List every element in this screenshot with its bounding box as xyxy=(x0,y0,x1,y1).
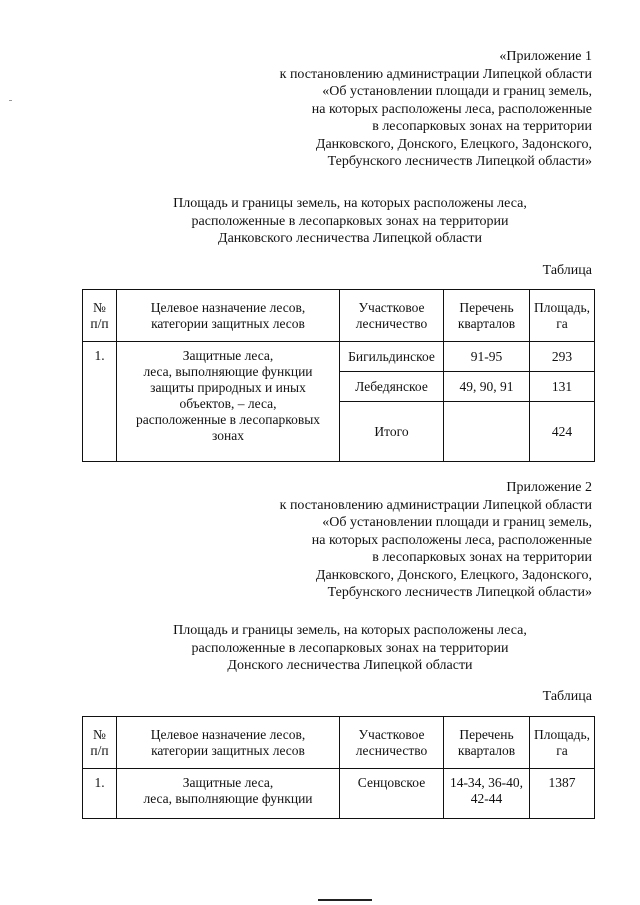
total-label-cell: Итого xyxy=(340,402,444,462)
section-1-heading xyxy=(80,195,620,248)
heading-2-line: расположенные в лесопарковых зонах на территории xyxy=(191,640,509,656)
header-purpose-line: категории защитных лесов xyxy=(151,742,305,758)
appendix-2-line: «Об установлении площади и границ земель, xyxy=(322,515,592,530)
header-forestry-line: лесничество xyxy=(355,315,428,331)
quarters-cell: 49, 90, 91 xyxy=(444,372,530,402)
header-quarters-line: кварталов xyxy=(457,315,516,331)
purpose-line: защиты природных и иных xyxy=(150,380,306,395)
quarters-line: 14-34, 36-40, xyxy=(449,775,524,790)
purpose-line: Защитные леса, xyxy=(182,775,274,790)
header-forestry-line: лесничество xyxy=(355,742,428,758)
header-num-line: п/п xyxy=(90,315,109,331)
header-forestry-line: Участковое xyxy=(358,726,425,742)
table-row xyxy=(83,342,595,372)
appendix-1-line: «Об установлении площади и границ земель, xyxy=(322,84,592,99)
header-forestry xyxy=(340,717,444,769)
table-2-label: Таблица xyxy=(542,689,592,704)
header-num-line: № xyxy=(93,726,106,742)
appendix-1-line: «Приложение 1 xyxy=(499,49,592,64)
header-quarters-line: кварталов xyxy=(457,742,516,758)
header-purpose xyxy=(117,290,340,342)
purpose-line: зонах xyxy=(212,428,244,443)
header-num-line: № xyxy=(93,299,106,315)
appendix-2-line: к постановлению администрации Липецкой области xyxy=(279,497,592,513)
forestry-cell: Лебедянское xyxy=(340,372,444,402)
purpose-line: Защитные леса, xyxy=(182,348,274,363)
area-cell: 293 xyxy=(530,342,595,372)
purpose-line: леса, выполняющие функции xyxy=(143,364,313,379)
appendix-2-header xyxy=(280,479,592,602)
appendix-1-line: на которых расположены леса, расположенные xyxy=(311,101,592,117)
appendix-1-line: к постановлению администрации Липецкой области xyxy=(279,66,592,82)
table-2-header-row xyxy=(83,717,595,769)
header-forestry xyxy=(340,290,444,342)
appendix-2-line: на которых расположены леса, расположенные xyxy=(311,532,592,548)
row-num: 1. xyxy=(83,342,117,462)
appendix-2-line: Тербунского лесничеств Липецкой области» xyxy=(327,585,592,600)
heading-1-line: Площадь и границы земель, на которых расположены леса, xyxy=(173,196,527,211)
table-1-label: Таблица xyxy=(542,263,592,278)
purpose-cell xyxy=(117,342,340,462)
heading-1-line: расположенные в лесопарковых зонах на территории xyxy=(191,213,509,229)
header-quarters xyxy=(444,290,530,342)
appendix-2-line: в лесопарковых зонах на территории xyxy=(372,550,592,565)
appendix-1-line: Тербунского лесничеств Липецкой области» xyxy=(327,154,592,169)
section-2-heading xyxy=(80,622,620,675)
header-area xyxy=(530,717,595,769)
header-purpose-line: категории защитных лесов xyxy=(151,315,305,331)
appendix-1-line: в лесопарковых зонах на территории xyxy=(372,119,592,134)
heading-2-line: Донского лесничества Липецкой области xyxy=(227,658,473,673)
area-cell: 131 xyxy=(530,372,595,402)
scan-mark xyxy=(9,100,12,101)
table-row xyxy=(83,769,595,819)
header-area-line: Площадь, xyxy=(533,726,591,742)
header-num-line: п/п xyxy=(90,742,109,758)
quarters-line: 42-44 xyxy=(470,791,503,806)
appendix-1-header xyxy=(280,48,592,171)
heading-1-line: Данковского лесничества Липецкой области xyxy=(218,231,482,246)
purpose-cell xyxy=(117,769,340,819)
heading-2-line: Площадь и границы земель, на которых расположены леса, xyxy=(173,623,527,638)
header-quarters xyxy=(444,717,530,769)
forestry-cell: Бигильдинское xyxy=(340,342,444,372)
header-num xyxy=(83,290,117,342)
area-cell: 1387 xyxy=(530,769,595,819)
header-area-line: га xyxy=(556,742,568,758)
header-num xyxy=(83,717,117,769)
appendix-2-line: Приложение 2 xyxy=(506,480,592,495)
header-purpose xyxy=(117,717,340,769)
header-area-line: Площадь, xyxy=(533,299,591,315)
quarters-cell: 91-95 xyxy=(444,342,530,372)
table-1-header-row xyxy=(83,290,595,342)
header-purpose-line: Целевое назначение лесов, xyxy=(150,299,306,315)
purpose-line: объектов, – леса, xyxy=(179,396,277,411)
total-area-cell: 424 xyxy=(530,402,595,462)
forestry-cell: Сенцовское xyxy=(340,769,444,819)
header-quarters-line: Перечень xyxy=(459,726,514,742)
quarters-cell xyxy=(444,769,530,819)
purpose-line: расположенные в лесопарковых xyxy=(135,412,321,427)
header-area-line: га xyxy=(556,315,568,331)
appendix-1-line: Данковского, Донского, Елецкого, Задонского, xyxy=(315,136,592,152)
header-forestry-line: Участковое xyxy=(358,299,425,315)
purpose-line: леса, выполняющие функции xyxy=(143,791,313,806)
table-2 xyxy=(82,716,595,819)
table-1 xyxy=(82,289,595,462)
bottom-rule xyxy=(318,899,372,901)
row-num: 1. xyxy=(83,769,117,819)
appendix-2-line: Данковского, Донского, Елецкого, Задонского, xyxy=(315,567,592,583)
quarters-cell xyxy=(444,402,530,462)
header-purpose-line: Целевое назначение лесов, xyxy=(150,726,306,742)
header-area xyxy=(530,290,595,342)
header-quarters-line: Перечень xyxy=(459,299,514,315)
